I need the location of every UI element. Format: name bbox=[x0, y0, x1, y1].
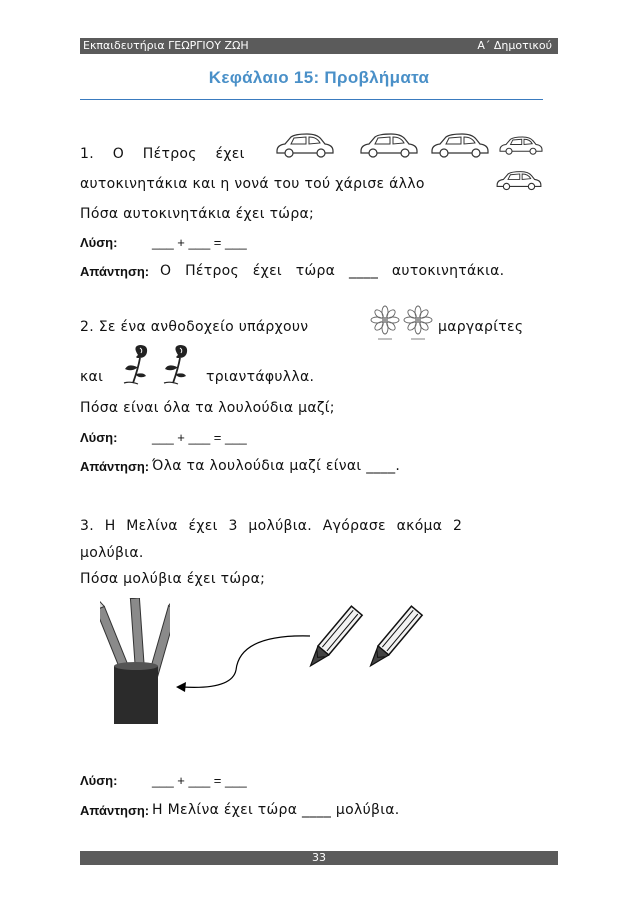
grade-label: Α΄ Δημοτικού bbox=[477, 39, 552, 52]
problem1-line1: 1. Ο Πέτρος έχει bbox=[80, 146, 245, 162]
problem2-line1-end: μαργαρίτες bbox=[438, 319, 524, 335]
problem3-equation: ___ + ___ = ___ bbox=[152, 773, 247, 788]
problem1-solution-label: Λύση: bbox=[80, 235, 118, 250]
problem2-answer-text: Όλα τα λουλούδια μαζί είναι ____. bbox=[152, 458, 401, 474]
page-title: Κεφάλαιο 15: Προβλήματα bbox=[208, 68, 430, 87]
pencil-cup-icon bbox=[100, 598, 170, 728]
problem2-solution-label: Λύση: bbox=[80, 430, 118, 445]
car-icon bbox=[273, 131, 337, 161]
page-number: 33 bbox=[312, 851, 326, 864]
problem1-question: Πόσα αυτοκινητάκια έχει τώρα; bbox=[80, 206, 315, 222]
rose-icon bbox=[118, 343, 156, 387]
school-name: Εκπαιδευτήρια ΓΕΩΡΓΙΟΥ ΖΩΗ bbox=[83, 39, 249, 52]
daisy-icon bbox=[403, 304, 433, 342]
pencil-icon bbox=[358, 600, 428, 678]
rose-icon bbox=[158, 343, 196, 387]
problem1-equation: ___ + ___ = ___ bbox=[152, 235, 247, 250]
problem3-question: Πόσα μολύβια έχει τώρα; bbox=[80, 571, 266, 587]
problem2-line1: 2. Σε ένα ανθοδοχείο υπάρχουν bbox=[80, 319, 309, 335]
car-icon bbox=[497, 131, 545, 161]
car-icon bbox=[494, 166, 544, 196]
problem1-line2: αυτοκινητάκια και η νονά του τού χάρισε άλλο bbox=[80, 176, 425, 192]
car-icon bbox=[428, 131, 492, 161]
problem2-question: Πόσα είναι όλα τα λουλούδια μαζί; bbox=[80, 400, 335, 416]
daisy-icon bbox=[370, 304, 400, 342]
problem1-answer-label: Απάντηση: bbox=[80, 264, 150, 279]
problem2-line2-end: τριαντάφυλλα. bbox=[206, 369, 315, 385]
footer-bar bbox=[80, 851, 558, 865]
problem3-line2: μολύβια. bbox=[80, 545, 144, 561]
problem3-line1: 3. Η Μελίνα έχει 3 μολύβια. Αγόρασε ακόμα 2 bbox=[80, 518, 463, 534]
title-divider bbox=[80, 99, 543, 100]
problem3-answer-text: Η Μελίνα έχει τώρα ____ μολύβια. bbox=[152, 802, 400, 818]
problem3-answer-label: Απάντηση: bbox=[80, 803, 150, 818]
car-icon bbox=[357, 131, 421, 161]
problem1-answer-text: Ο Πέτρος έχει τώρα ____ αυτοκινητάκια. bbox=[160, 263, 505, 279]
problem2-equation: ___ + ___ = ___ bbox=[152, 430, 247, 445]
header-bar bbox=[80, 38, 558, 54]
problem2-answer-label: Απάντηση: bbox=[80, 459, 150, 474]
problem3-solution-label: Λύση: bbox=[80, 773, 118, 788]
problem2-line2-start: και bbox=[80, 369, 104, 385]
